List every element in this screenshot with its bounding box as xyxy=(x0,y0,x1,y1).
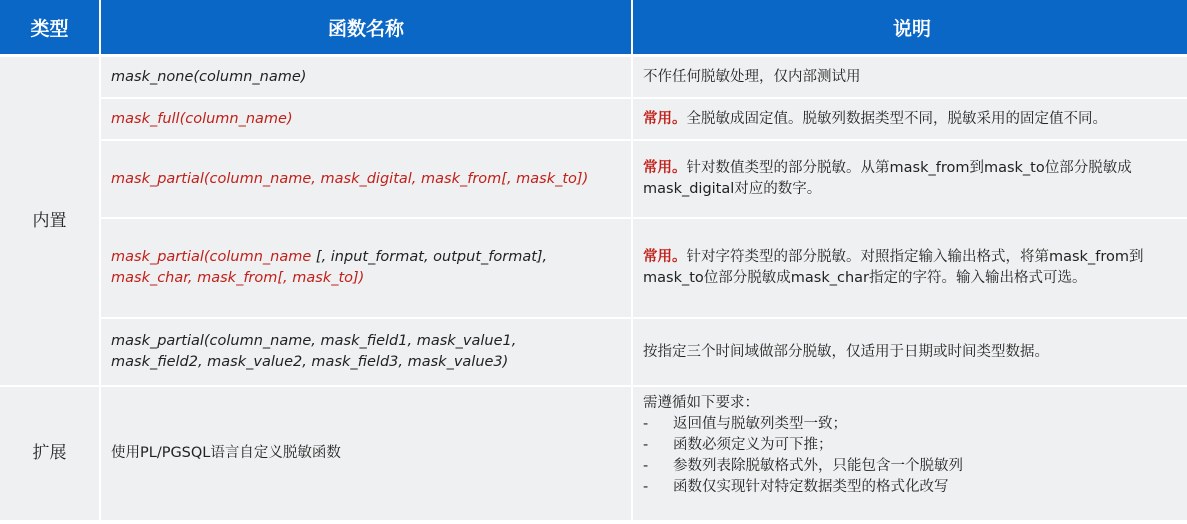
description-text: 针对数值类型的部分脱敏。从第mask_from到mask_to位部分脱敏成mask_digital对应的数字。 xyxy=(643,160,1132,197)
function-cell-mask-partial-digital xyxy=(101,141,631,219)
group-builtin-label: 内置 xyxy=(32,210,67,231)
group-builtin-cell xyxy=(0,57,99,387)
function-cell-mask-full xyxy=(101,99,631,141)
function-cell-custom xyxy=(101,387,631,522)
description-cell-mask-partial-time xyxy=(633,319,1187,387)
list-item-text: 参数列表除脱敏格式外，只能包含一个脱敏列 xyxy=(673,458,963,474)
list-item-text: 函数必须定义为可下推； xyxy=(673,437,833,453)
list-item xyxy=(643,435,1181,456)
function-cell-mask-none xyxy=(101,57,631,99)
function-cell-mask-partial-time xyxy=(101,319,631,387)
header-type: 类型 xyxy=(0,0,99,54)
bullet-dash: - xyxy=(643,458,649,474)
function-name: mask_none(column_name) xyxy=(111,68,307,85)
function-name-line2: mask_field2, mask_value2, mask_field3, mask_value3) xyxy=(111,354,509,370)
bullet-dash: - xyxy=(643,479,649,495)
function-cell-mask-partial-char xyxy=(101,219,631,319)
description-cell-custom xyxy=(633,387,1187,522)
function-name-part3: mask_char, mask_from[, mask_to]) xyxy=(111,270,365,286)
list-item-text: 函数仅实现针对特定数据类型的格式化改写 xyxy=(673,479,949,495)
description-cell-mask-none xyxy=(633,57,1187,99)
common-tag: 常用。 xyxy=(643,160,687,176)
bullet-dash: - xyxy=(643,416,649,432)
function-name-line1: mask_partial(column_name, mask_field1, mask_value1, xyxy=(111,333,517,349)
description-text: 不作任何脱敏处理，仅内部测试用 xyxy=(643,68,861,85)
list-item xyxy=(643,456,1181,477)
description-cell-mask-partial-char xyxy=(633,219,1187,319)
description-cell-mask-partial-digital xyxy=(633,141,1187,219)
header-description: 说明 xyxy=(633,0,1187,54)
function-name-part1: mask_partial(column_name xyxy=(111,249,312,265)
list-item-text: 返回值与脱敏列类型一致； xyxy=(673,416,847,432)
description-text: 针对字符类型的部分脱敏。对照指定输入输出格式，将第mask_from到mask_to位部分脱敏成mask_char指定的字符。输入输出格式可选。 xyxy=(643,249,1144,286)
bullet-dash: - xyxy=(643,437,649,453)
function-name: mask_full(column_name) xyxy=(111,110,293,127)
function-name: 使用PL/PGSQL语言自定义脱敏函数 xyxy=(111,445,341,461)
header-function-name: 函数名称 xyxy=(101,0,631,54)
description-cell-mask-full xyxy=(633,99,1187,141)
group-extension-label: 扩展 xyxy=(32,443,67,463)
function-name: mask_partial(column_name, mask_digital, mask_from[, mask_to]) xyxy=(111,170,589,187)
common-tag: 常用。 xyxy=(643,249,687,265)
group-extension-cell xyxy=(0,387,99,522)
list-item xyxy=(643,414,1181,435)
description-text: 按指定三个时间域做部分脱敏，仅适用于日期或时间类型数据。 xyxy=(643,343,1049,360)
requirements-intro: 需遵循如下要求： xyxy=(643,395,759,411)
common-tag: 常用。 xyxy=(643,110,687,127)
description-text: 全脱敏成固定值。脱敏列数据类型不同，脱敏采用的固定值不同。 xyxy=(686,110,1107,127)
list-item xyxy=(643,477,1181,498)
function-name-part2: [, input_format, output_format], xyxy=(311,249,548,265)
